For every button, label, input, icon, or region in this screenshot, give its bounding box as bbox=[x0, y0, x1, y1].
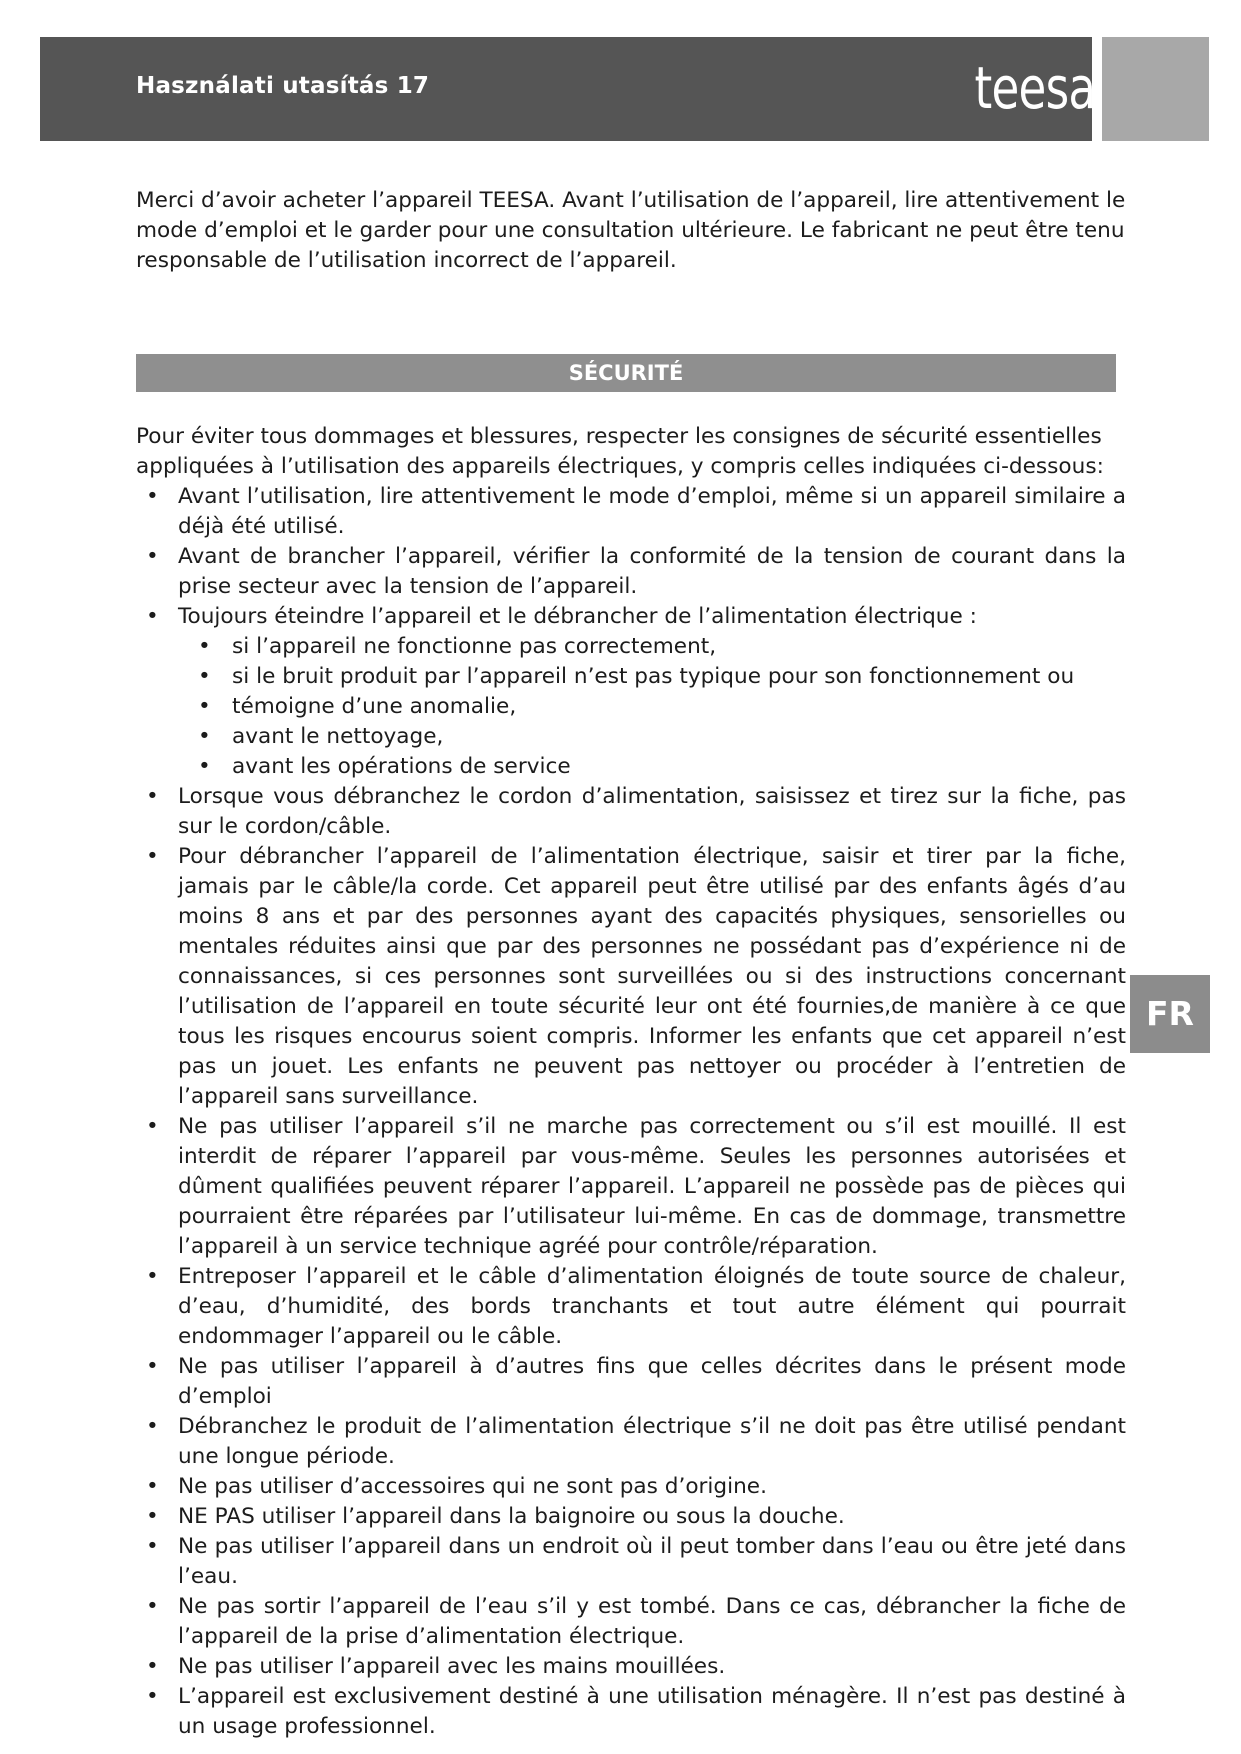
list-item-text: Toujours éteindre l’appareil et le débrancher de l’alimentation électrique : bbox=[178, 604, 977, 629]
list-item-with-sublist bbox=[136, 602, 1126, 782]
header-title: Használati utasítás 17 bbox=[136, 73, 430, 99]
list-item: • Ne pas utiliser l’appareil à d’autres fins que celles décrites dans le présent mode d’emploi bbox=[136, 1352, 1126, 1412]
safety-list bbox=[136, 482, 1126, 1742]
safety-lead-paragraph: Pour éviter tous dommages et blessures, respecter les consignes de sécurité essentielles appliquées à l’utilisation des appareils électriques, y compris celles indiquées ci-dessous: bbox=[136, 424, 1104, 479]
list-item: • NE PAS utiliser l’appareil dans la baignoire ou sous la douche. bbox=[136, 1502, 1126, 1532]
list-item: • Ne pas utiliser l’appareil dans un endroit où il peut tomber dans l’eau ou être jeté dans l’eau. bbox=[136, 1532, 1126, 1592]
list-item: • Ne pas utiliser l’appareil avec les mains mouillées. bbox=[136, 1652, 1126, 1682]
list-item: • Ne pas utiliser l’appareil s’il ne marche pas correctement ou s’il est mouillé. Il est interdit de réparer l’appareil par vous-même. Seules les personnes autorisées et dûment qualifiées peuvent réparer l’appareil. L’appareil ne possède pas de pièces qui pourraient être réparées par l’utilisateur lui-même. En cas de dommage, transmettre l’appareil à un service technique agréé pour contrôle/réparation. bbox=[136, 1112, 1126, 1262]
header-side-block bbox=[1102, 37, 1209, 141]
list-item: • Ne pas sortir l’appareil de l’eau s’il y est tombé. Dans ce cas, débrancher la fiche de l’appareil de la prise d’alimentation électrique. bbox=[136, 1592, 1126, 1652]
list-item: • Ne pas utiliser d’accessoires qui ne sont pas d’origine. bbox=[136, 1472, 1126, 1502]
section-title-bar: SÉCURITÉ bbox=[136, 354, 1116, 392]
list-item: • L’appareil est exclusivement destiné à une utilisation ménagère. Il n’est pas destiné à un usage professionnel. bbox=[136, 1682, 1126, 1742]
sublist-item: • si le bruit produit par l’appareil n’est pas typique pour son fonctionnement ou bbox=[178, 662, 1126, 692]
language-tab-fr: FR bbox=[1130, 975, 1210, 1053]
list-item: • Débranchez le produit de l’alimentation électrique s’il ne doit pas être utilisé pendant une longue période. bbox=[136, 1412, 1126, 1472]
list-item: • Pour débrancher l’appareil de l’alimentation électrique, saisir et tirer par la fiche, jamais par le câble/la corde. Cet appareil peut être utilisé par des enfants âgés d’au moins 8 ans et par des personnes ayant des capacités physiques, sensorielles ou mentales réduites ainsi que par des personnes ne possédant pas d’expérience ni de connaissances, si ces personnes sont surveillées ou si des instructions concernant l’utilisation de l’appareil en toute sécurité leur ont été fournies,de manière à ce que tous les risques encourus soient compris. Informer les enfants que cet appareil n’est pas un jouet. Les enfants ne peuvent pas nettoyer ou procéder à l’entretien de l’appareil sans surveillance. bbox=[136, 842, 1126, 1112]
sublist-item: • témoigne d’une anomalie, bbox=[178, 692, 1126, 722]
sublist-item: • si l’appareil ne fonctionne pas correctement, bbox=[178, 632, 1126, 662]
list-item: • Entreposer l’appareil et le câble d’alimentation éloignés de toute source de chaleur, d’eau, d’humidité, des bords tranchants et tout autre élément qui pourrait endommager l’appareil ou le câble. bbox=[136, 1262, 1126, 1352]
list-item: • Avant de brancher l’appareil, vérifier la conformité de la tension de courant dans la prise secteur avec la tension de l’appareil. bbox=[136, 542, 1126, 602]
sublist-item: • avant les opérations de service bbox=[178, 752, 1126, 782]
list-item: • Avant l’utilisation, lire attentivement le mode d’emploi, même si un appareil similaire a déjà été utilisé. bbox=[136, 482, 1126, 542]
page-content bbox=[136, 186, 1126, 1742]
sublist-item: • avant le nettoyage, bbox=[178, 722, 1126, 752]
safety-sublist bbox=[178, 632, 1126, 782]
intro-paragraph: Merci d’avoir acheter l’appareil TEESA. Avant l’utilisation de l’appareil, lire attentivement le mode d’emploi et le garder pour une consultation ultérieure. Le fabricant ne peut être tenu responsable de l’utilisation incorrect de l’appareil. bbox=[136, 188, 1126, 273]
list-item: • Lorsque vous débranchez le cordon d’alimentation, saisissez et tirez sur la fiche, pas sur le cordon/câble. bbox=[136, 782, 1126, 842]
page-header bbox=[40, 37, 1096, 141]
teesa-logo: teesa bbox=[974, 54, 1096, 122]
